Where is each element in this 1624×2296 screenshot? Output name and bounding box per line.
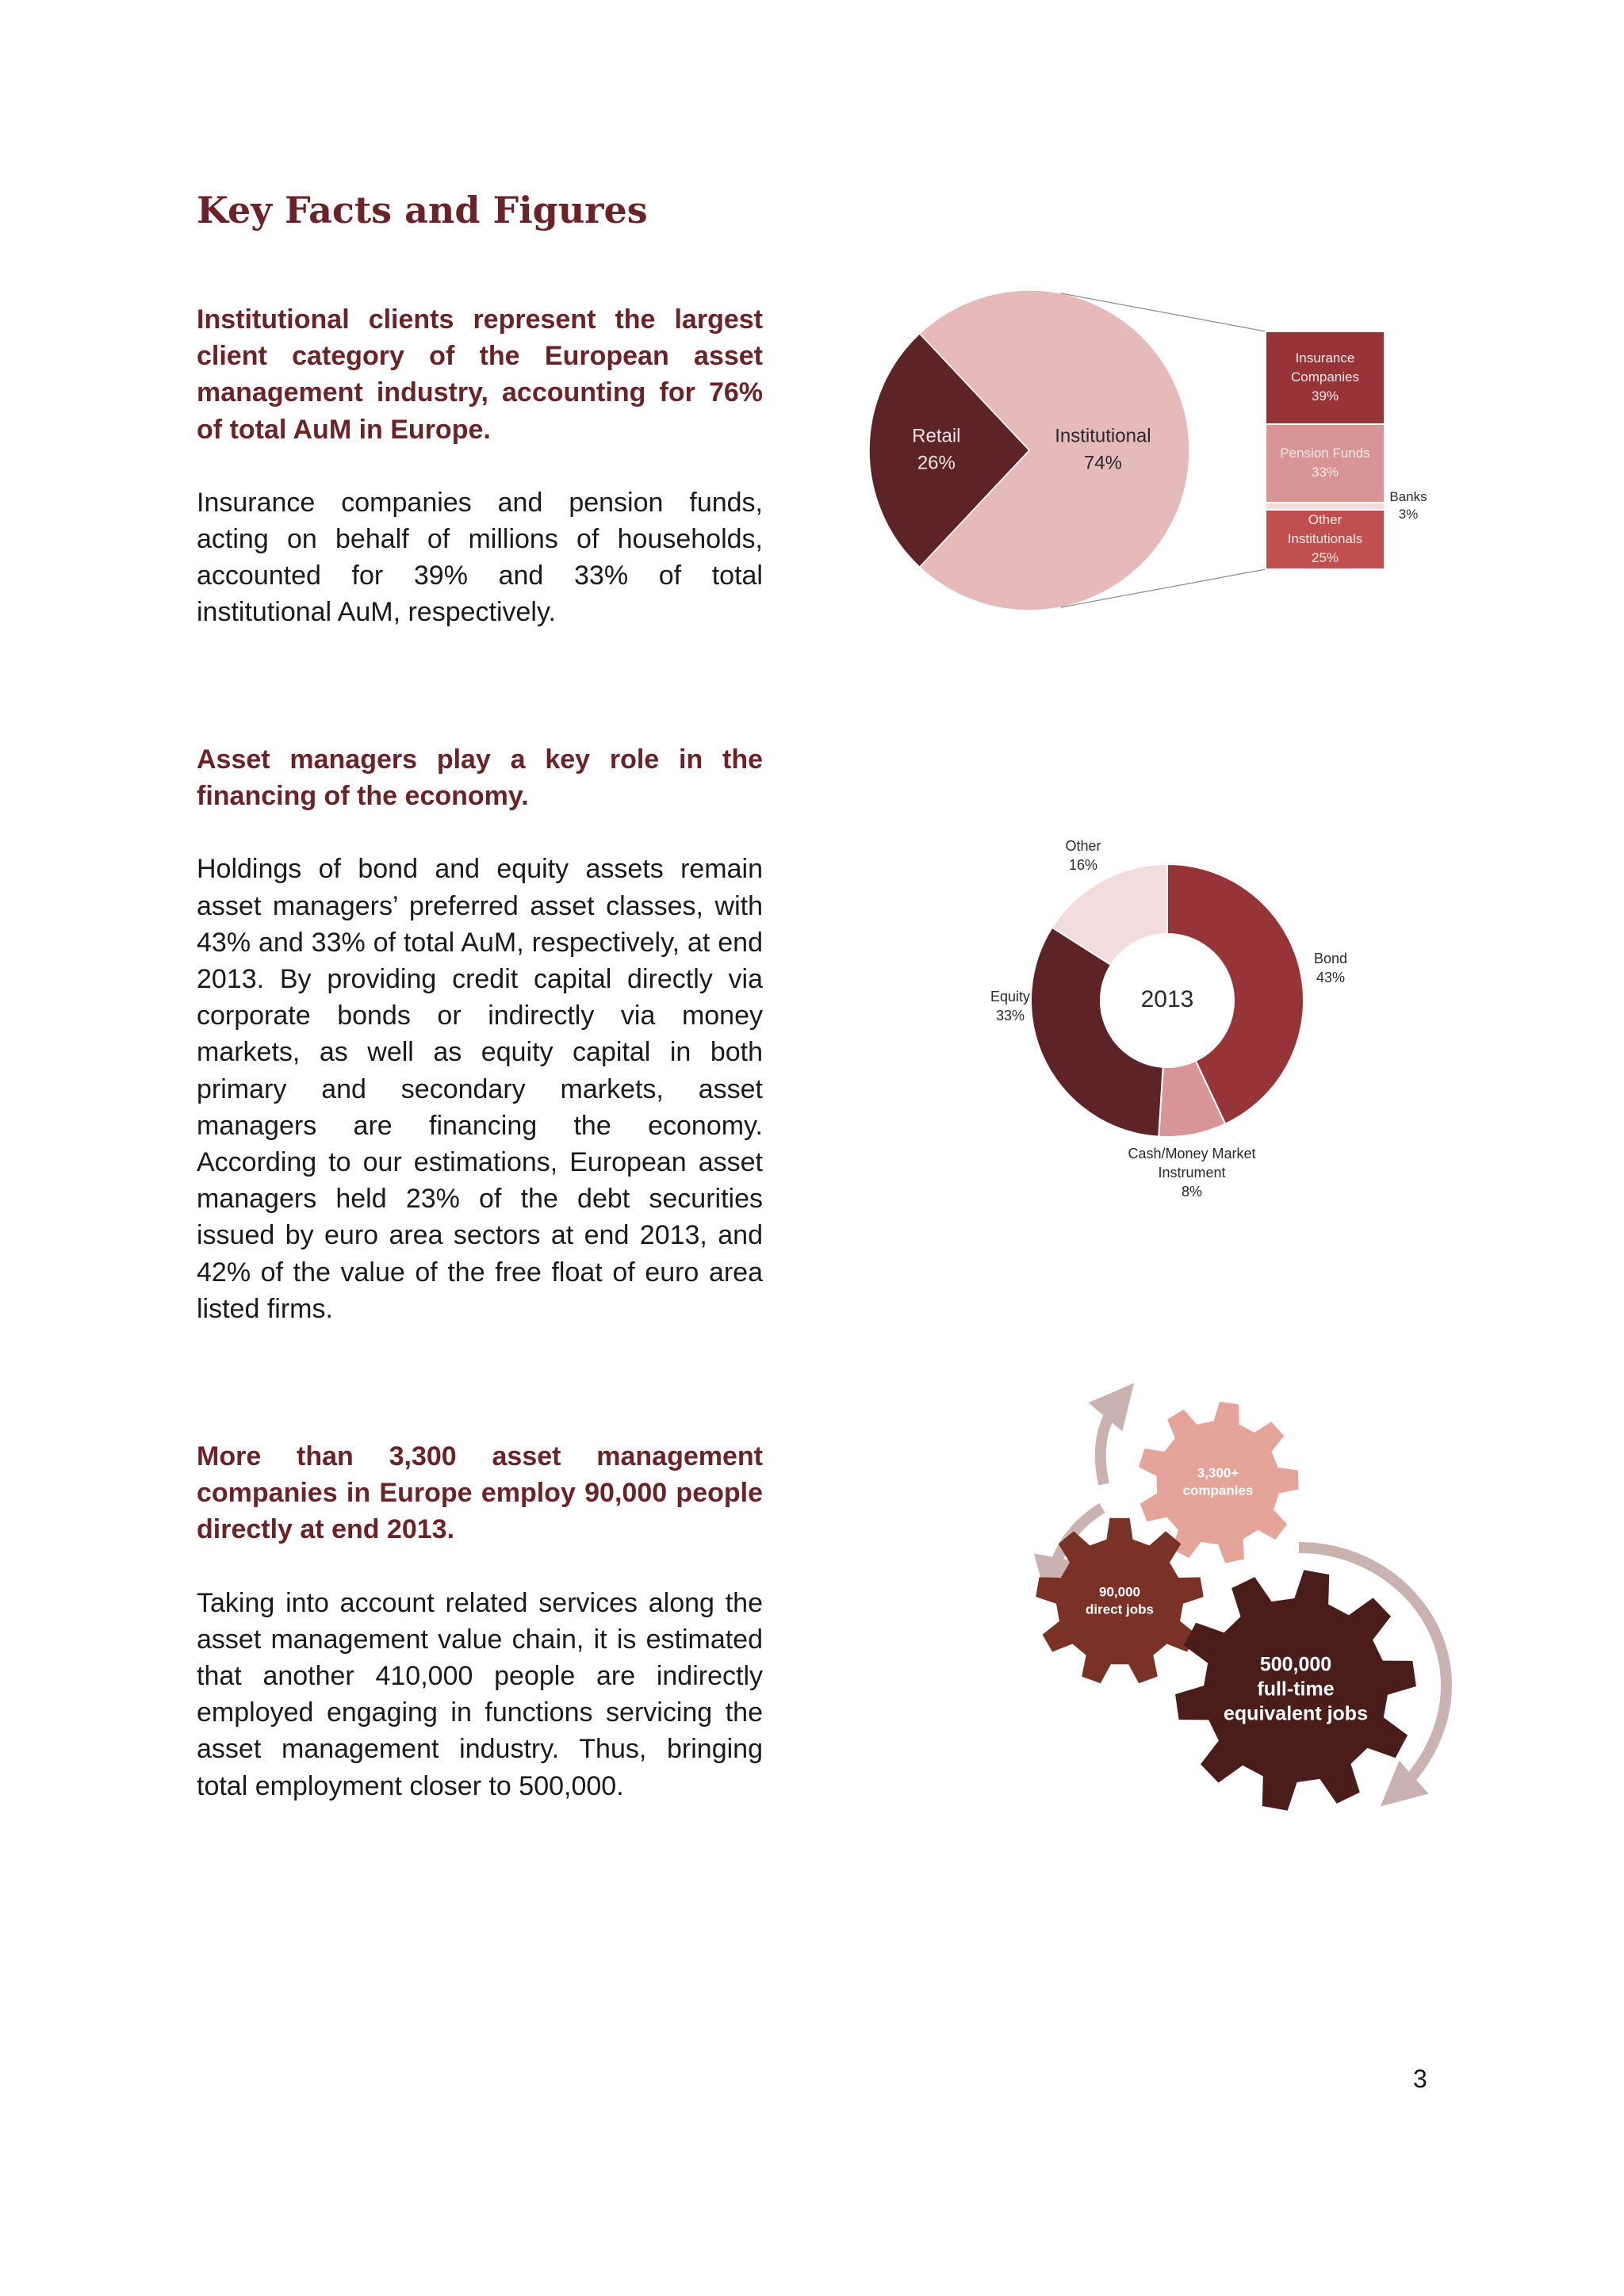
donut-slice-label: Equity 33%	[990, 988, 1031, 1024]
breakdown-label-outside: Banks 3%	[1389, 488, 1427, 522]
cycle-arrow	[1101, 1400, 1120, 1484]
breakdown-label: Other Institutionals 25%	[1287, 511, 1363, 565]
pie-label-institutional: Institutional 74%	[1055, 425, 1151, 474]
gear-label: 90,000 direct jobs	[1086, 1584, 1154, 1617]
gear-shape	[1036, 1518, 1204, 1684]
section-body: Holdings of bond and equity assets remain asset managers’ preferred asset classes, with 43% and 33% of total AuM, respectively, at end 2013. By providing credit capital directly via corporate bonds or indirectly via money markets, as well as equity capital in both primary and secondary markets, asset managers are financing the economy. According to our estimations, European asset managers held 23% of the debt securities issued by euro area sectors at end 2013, and 42% of the value of the free float of euro area listed firms.	[197, 854, 763, 1324]
page-number: 3	[1413, 2064, 1427, 2093]
gear-label: 500,000 full-time equivalent jobs	[1224, 1653, 1368, 1725]
section-body: Insurance companies and pension funds, acting on behalf of millions of households, accounted for 39% and 33% of total institutional AuM, respectively.	[197, 487, 763, 628]
donut-slice-label: Cash/Money Market Instrument 8%	[1128, 1145, 1256, 1200]
section-lead: Institutional clients represent the largest client category of the European asset management industry, accounting for 76% of total AuM in Europe.	[197, 304, 763, 445]
asset-class-donut-chart	[952, 825, 1396, 1221]
client-category-pie-chart	[841, 270, 1443, 634]
section-financing-economy	[197, 741, 763, 1327]
gear-label: 3,300+ companies	[1182, 1465, 1254, 1498]
page-title: Key Facts and Figures	[197, 189, 648, 232]
section-institutional-clients	[197, 301, 763, 631]
breakdown-label: Pension Funds 33%	[1280, 445, 1370, 480]
breakdown-segment	[1266, 424, 1385, 503]
section-lead: More than 3,300 asset management companies in Europe employ 90,000 people directly at end 2013.	[197, 1441, 763, 1545]
section-body: Taking into account related services along the asset management value chain, it is estimated that another 410,000 people are indirectly employed engaging in functions servicing the asset management industry. Thus, bringing total employment closer to 500,000.	[197, 1587, 763, 1801]
pie-label-retail: Retail 26%	[912, 425, 961, 474]
breakdown-label: Insurance Companies 39%	[1291, 350, 1359, 404]
section-employment	[197, 1438, 763, 1804]
employment-gears-diagram	[983, 1372, 1491, 1831]
section-lead: Asset managers play a key role in the financing of the economy.	[197, 744, 763, 812]
donut-slice-label: Bond 43%	[1313, 950, 1348, 985]
donut-slice	[1031, 928, 1163, 1137]
breakdown-segment	[1266, 503, 1385, 510]
donut-slice-label: Other 16%	[1065, 837, 1101, 873]
donut-center-label: 2013	[1140, 985, 1194, 1012]
